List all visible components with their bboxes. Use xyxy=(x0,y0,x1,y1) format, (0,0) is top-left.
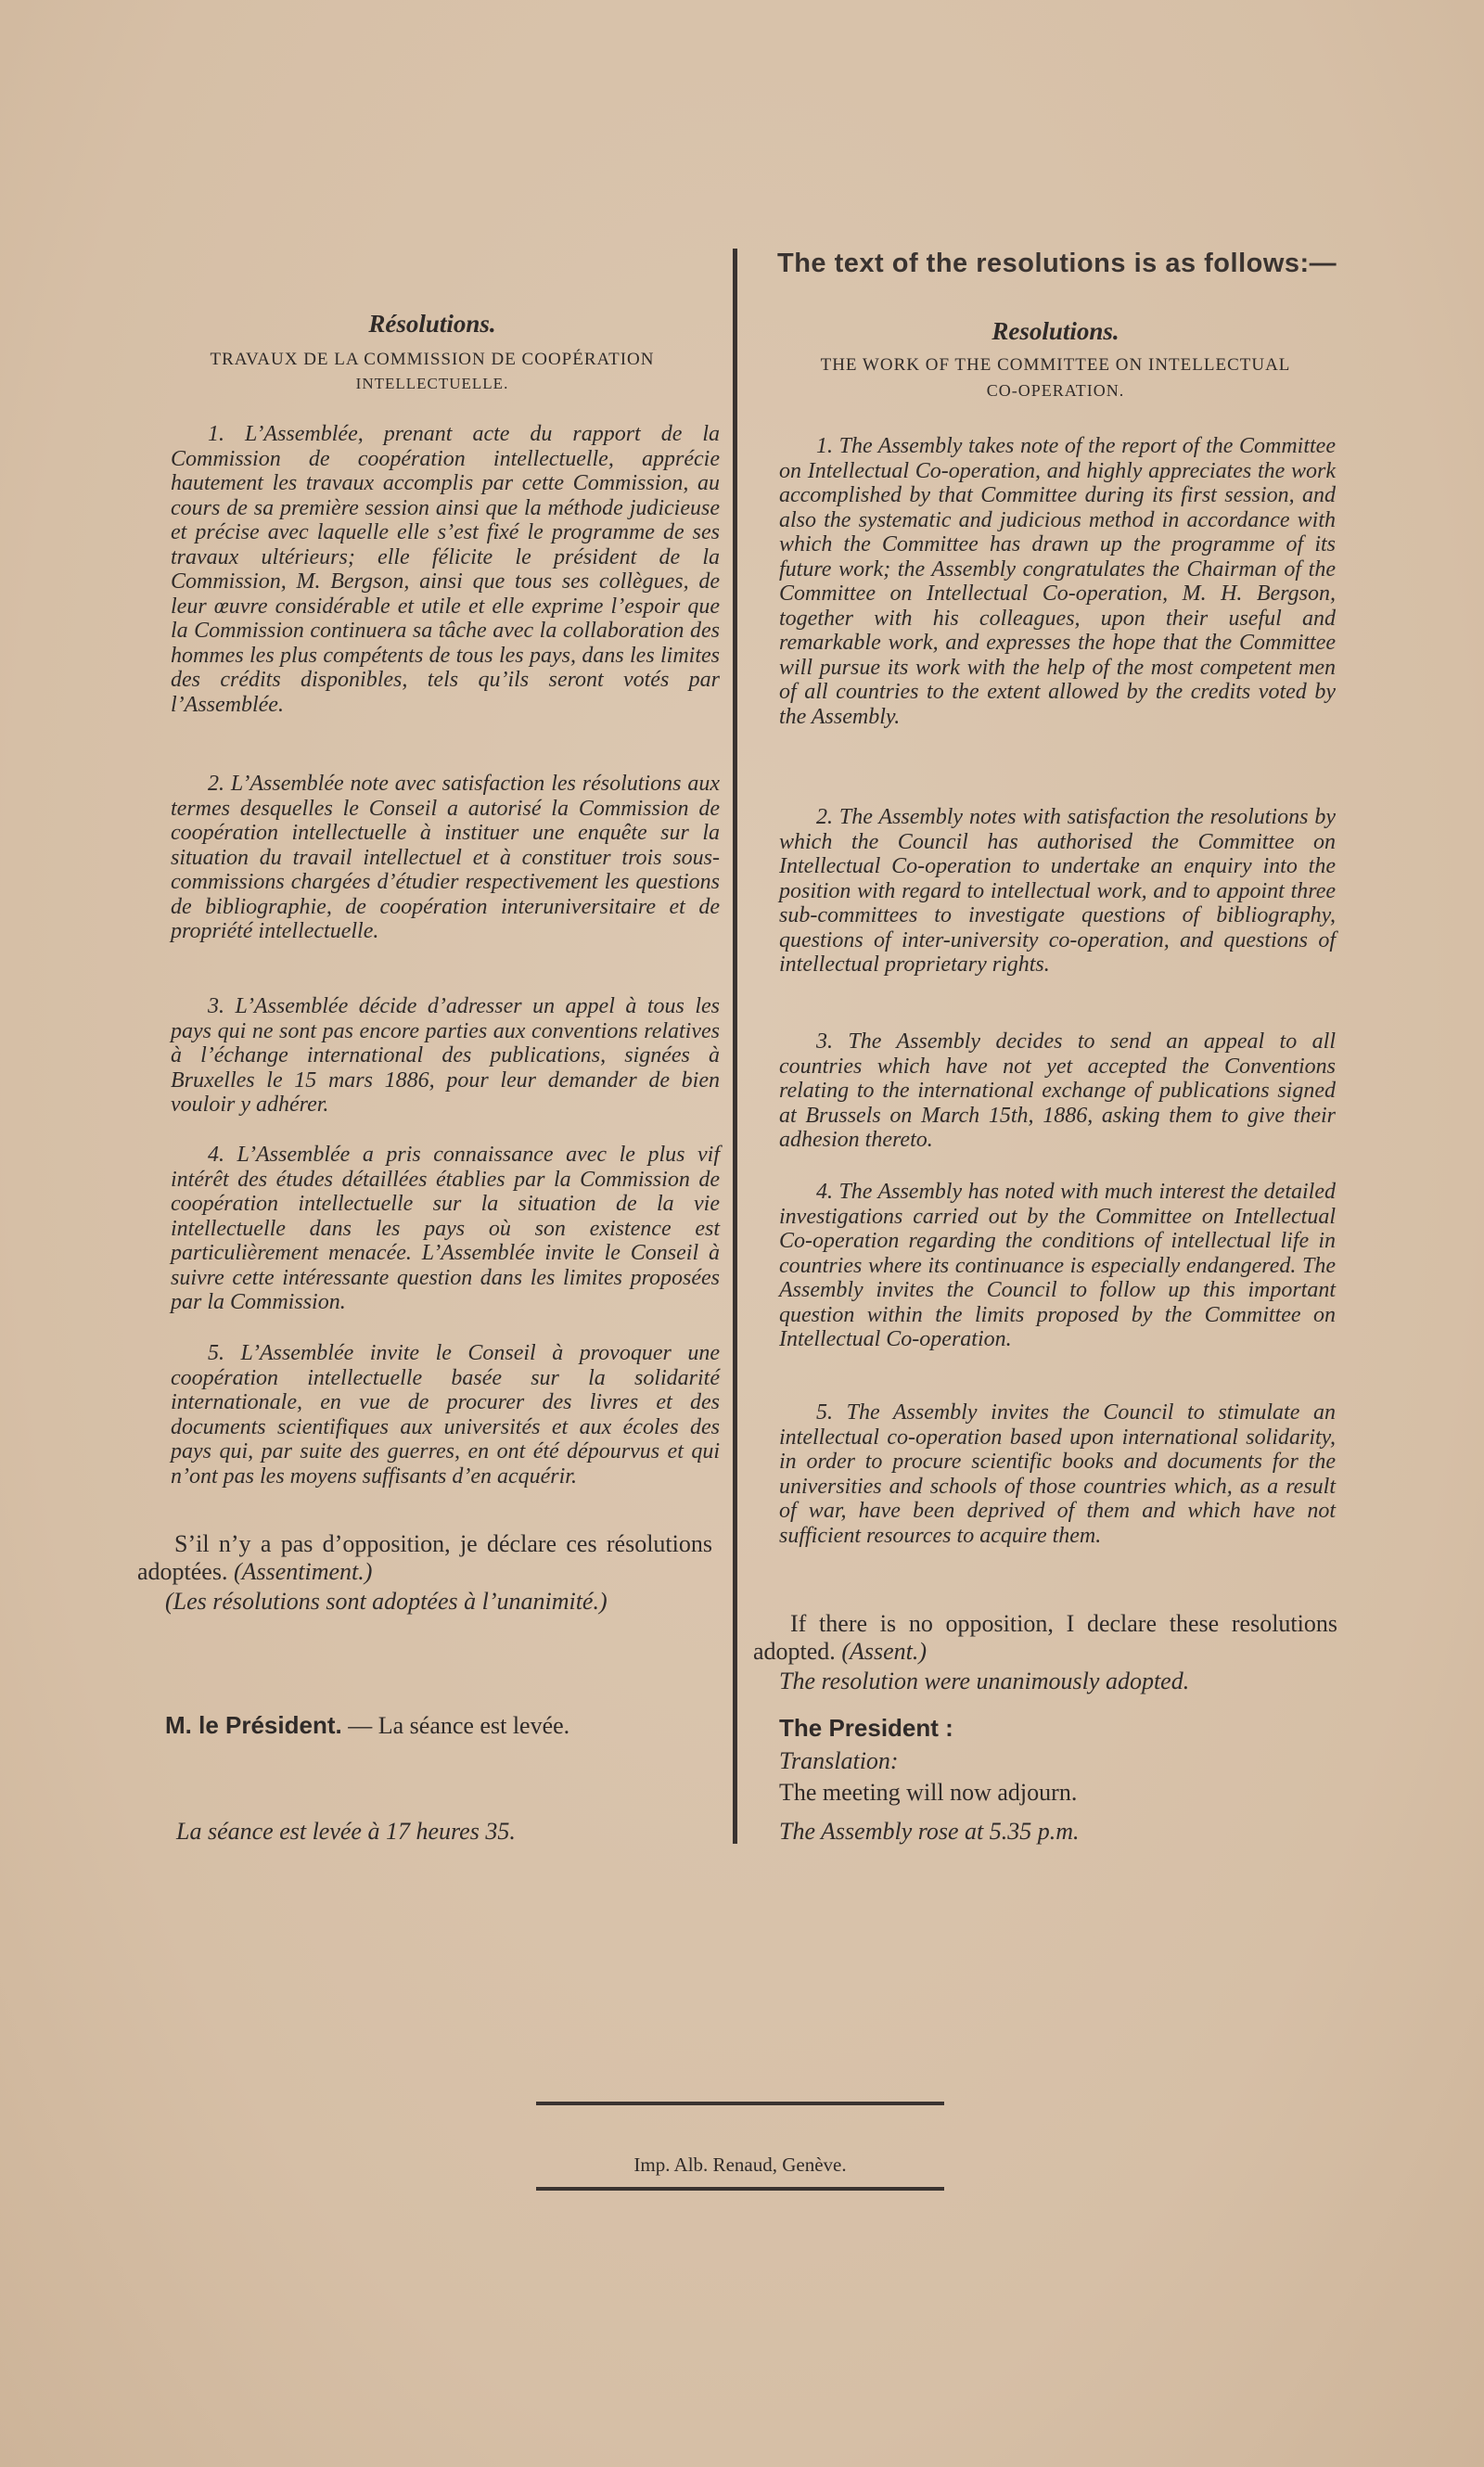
french-president-label: M. le Président. xyxy=(165,1711,342,1739)
french-president-text: — La séance est levée. xyxy=(348,1712,570,1739)
french-resolutions-title: Résolutions. xyxy=(368,310,496,338)
english-president xyxy=(779,1714,1354,1743)
french-closing xyxy=(137,1530,712,1586)
english-translation-label: Translation: xyxy=(779,1747,899,1774)
english-paragraph-1 xyxy=(779,434,1336,729)
french-paragraph-5-text: 5. L’Assemblée invite le Conseil à provoquer une coopération intellectuelle basée sur la solidarité internationale, en vue de procurer des livres et des documents scientifiques aux universités et aux écoles des pays qui, par suite des guerres, en ont été dépourvus et qui n’ont pas les moyens suffisants d’en acquérir. xyxy=(171,1341,720,1489)
french-paragraph-2-text: 2. L’Assemblée note avec satisfaction les résolutions aux termes desquelles le Conseil a autorisé la Commission de coopération intellectuelle à instituer une enquête sur la situation du travail intellectuel et à constituer trois sous-commissions chargées d’étudier respectivement les questions de bibliographie, de coopération interuniversitaire et de propriété intellectuelle. xyxy=(171,772,720,943)
french-paragraph-2 xyxy=(171,772,720,944)
french-closing-text: S’il n’y a pas d’opposition, je déclare ces résolutions adoptées. xyxy=(137,1530,712,1585)
english-paragraph-4-text: 4. The Assembly has noted with much interest the detailed investigations carried out by the Committee on Intellectual Co-operation regarding the conditions of intellectual life in countries where its continuance is especially endangered. The Assembly invites the Council to follow up this important question within the limits proposed by the Committee on Intellectual Co-operation. xyxy=(779,1180,1336,1351)
english-closing xyxy=(753,1610,1337,1666)
french-paragraph-3-text: 3. L’Assemblée décide d’adresser un appel à tous les pays qui ne sont pas encore parties aux conventions relatives à l’échange international des publications, signées à Bruxelles le 15 mars 1886, pour leur demander de bien vouloir y adhérer. xyxy=(171,994,720,1117)
french-paragraph-3 xyxy=(171,994,720,1118)
english-resolutions-heading xyxy=(749,351,1362,405)
french-paragraph-1 xyxy=(171,422,720,717)
english-heading-line-2: CO-OPERATION. xyxy=(986,381,1125,401)
french-paragraph-1-text: 1. L’Assemblée, prenant acte du rapport de la Commission de coopération intellectuelle, apprécie hautement les travaux accomplis par cette Commission, au cours de sa première session ainsi que la méthode judicieuse et précise avec laquelle elle s’est fixé le programme de ses travaux ultérieurs; elle félicite le président de la Commission, M. Bergson, ainsi que tous ses collègues, de leur œuvre considérable et utile et elle exprime l’espoir que la Commission continuera sa tâche avec la collaboration des hommes les plus compétents de tous les pays, dans les limites des crédits disponibles, tels qu’ils seront votés par l’Assemblée. xyxy=(171,422,720,717)
english-paragraph-3 xyxy=(779,1029,1336,1153)
french-session-end: La séance est levée à 17 heures 35. xyxy=(176,1818,516,1845)
english-closing-text: If there is no opposition, I declare these resolutions adopted. xyxy=(753,1610,1337,1665)
english-paragraph-5-text: 5. The Assembly invites the Council to stimulate an intellectual co-operation based upon international solidarity, in order to procure scientific books and documents for the universities and schools of those countries which, as a result of war, have been deprived of them and which have not sufficient resources to acquire them. xyxy=(779,1400,1336,1548)
french-closing-assent: (Assentiment.) xyxy=(233,1558,373,1585)
english-president-label: The President : xyxy=(779,1714,953,1742)
french-president xyxy=(165,1711,740,1740)
french-adopted: (Les résolutions sont adoptées à l’unanimité.) xyxy=(165,1588,608,1615)
footer-rule-top xyxy=(536,2102,944,2105)
english-paragraph-2-text: 2. The Assembly notes with satisfaction the resolutions by which the Council has authorised the Committee on Intellectual Co-operation to undertake an enquiry into the position with regard to intellectual work, and to appoint three sub-committees to investigate questions of bibliography, questions of inter-university co-operation, and questions of intellectual proprietary rights. xyxy=(779,805,1336,977)
english-adopted: The resolution were unanimously adopted. xyxy=(779,1668,1190,1694)
french-paragraph-4 xyxy=(171,1143,720,1315)
french-paragraph-4-text: 4. L’Assemblée a pris connaissance avec le plus vif intérêt des études détaillées établies par la Commission de coopération intellectuelle sur la situation de la vie intellectuelle dans les pays où son existence est particulièrement menacée. L’Assemblée invite le Conseil à suivre cette intéressante question dans les limites proposées par la Commission. xyxy=(171,1143,720,1314)
english-session-end: The Assembly rose at 5.35 p.m. xyxy=(779,1818,1080,1845)
english-resolutions-title: Resolutions. xyxy=(991,317,1119,345)
english-paragraph-1-text: 1. The Assembly takes note of the report of the Committee on Intellectual Co-operation, and highly appreciates the work accomplished by that Committee during its first session, and also the systematic and judicious method in accordance with which the Committee has drawn up the programme of its future work; the Assembly congratulates the Chairman of the Committee on Intellectual Co-operation, M. H. Bergson, together with his colleagues, upon their useful and remarkable work, and expresses the hope that the Committee will pursue its work with the help of the most competent men of all countries to the extent allowed by the credits voted by the Assembly. xyxy=(779,434,1336,729)
french-resolutions-heading xyxy=(163,345,701,398)
french-paragraph-5 xyxy=(171,1341,720,1489)
english-translation-text: The meeting will now adjourn. xyxy=(779,1779,1078,1806)
english-heading-line-1: THE WORK OF THE COMMITTEE ON INTELLECTUAL xyxy=(820,355,1291,375)
english-paragraph-3-text: 3. The Assembly decides to send an appeal to all countries which have not yet accepted the Conventions relating to the international exchange of publications signed at Brussels on March 15th, 1886, asking them to give their adhesion thereto. xyxy=(779,1029,1336,1152)
french-heading-line-1: TRAVAUX DE LA COMMISSION DE COOPÉRATION xyxy=(210,350,655,369)
printer-imprint: Imp. Alb. Renaud, Genève. xyxy=(633,2154,847,2176)
intro-text: The text of the resolutions is as follows:— xyxy=(777,249,1337,278)
footer-rule-bottom xyxy=(536,2187,944,2191)
english-closing-assent: (Assent.) xyxy=(841,1638,928,1665)
french-heading-line-2: INTELLECTUELLE. xyxy=(355,375,509,393)
english-paragraph-4 xyxy=(779,1180,1336,1352)
english-paragraph-5 xyxy=(779,1400,1336,1548)
english-paragraph-2 xyxy=(779,805,1336,978)
